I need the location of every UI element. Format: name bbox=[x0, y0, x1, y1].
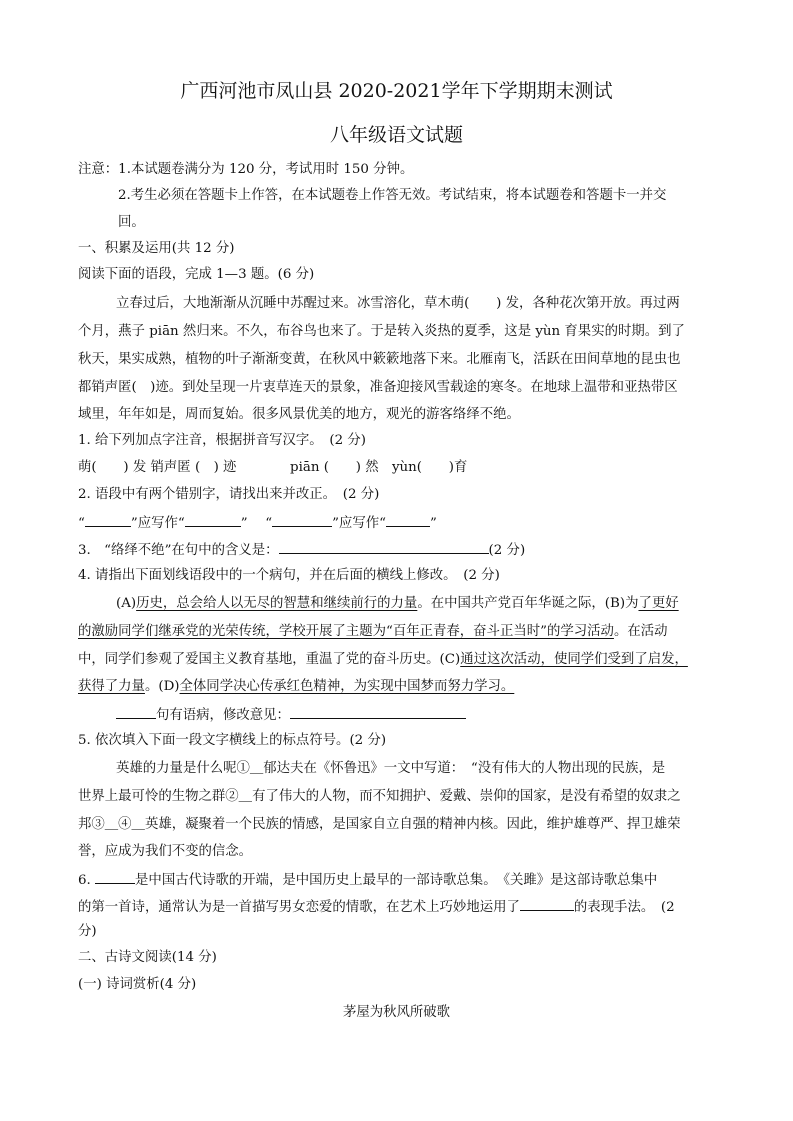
question-1: 1. 给下列加点字注音，根据拼音写汉字。 (2 分) bbox=[78, 433, 366, 448]
blank[interactable] bbox=[95, 869, 135, 884]
underlined-sentence-c: 通过这次活动，使同学们受到了启发， bbox=[460, 652, 688, 667]
question-3-score: (2 分) bbox=[488, 543, 526, 558]
blank[interactable] bbox=[272, 512, 332, 527]
q4-passage-line-2: 的激励同学们继承党的光荣传统，学校开展了主题为“百年正青春，奋斗正当时”的学习活动。在活动 bbox=[78, 624, 668, 639]
question-6-line-1: 6. 是中国古代诗歌的开端，是中国历史上最早的一部诗歌总集。 《关雎》是这部诗歌总集中 bbox=[78, 869, 657, 891]
section-1-heading: 一、积累及运用(共 12 分) bbox=[78, 241, 235, 256]
q4-passage-line-3: 中，同学们参观了爱国主义教育基地，重温了党的奋斗历史。(C)通过这次活动，使同学们受到了启发， bbox=[78, 652, 688, 667]
passage-line-2: 个月，燕子 piān 然归来。不久，布谷鸟也来了。于是转入炎热的夏季，这是 yùn 育果实的时期。到了 bbox=[78, 324, 685, 339]
blank[interactable] bbox=[520, 896, 574, 911]
passage-line-4: 都销声匿( )迹。到处呈现一片衷草连天的景象，准备迎接风雪载途的寒冬。在地球上温带和亚热带区 bbox=[78, 380, 678, 395]
question-3 bbox=[78, 539, 525, 561]
question-4-answer bbox=[116, 704, 466, 726]
question-1-items: 萌( ) 发 销声匿 ( ) 迹 piān ( ) 然 yùn( )育 bbox=[78, 460, 468, 475]
underlined-sentence-b-cont: 的激励同学们继承党的光荣传统，学校开展了主题为“百年正青春，奋斗正当时”的学习活动 bbox=[78, 624, 614, 639]
answer-blank[interactable] bbox=[279, 539, 489, 554]
underlined-sentence-b: 了更好 bbox=[638, 596, 679, 611]
q4-passage-line-1: (A)历史，总会给人以无尽的智慧和继续前行的力量。在中国共产党百年华诞之际，(B)为了更好 bbox=[116, 596, 679, 611]
section-2-heading: 二、古诗文阅读(14 分) bbox=[78, 950, 217, 965]
blank[interactable] bbox=[185, 512, 241, 527]
reading-intro: 阅读下面的语段，完成 1—3 题。(6 分) bbox=[78, 267, 315, 282]
q5-passage-line-2: 世界上最可怜的生物之群②＿有了伟大的人物，而不知拥护、爱戴、崇仰的国家，是没有希望的奴隶之 bbox=[78, 789, 681, 804]
passage-line-5: 域里，年年如是，周而复始。很多风景优美的地方，观光的游客络绎不绝。 bbox=[78, 407, 520, 422]
q5-passage-line-4: 誉，应成为我们不变的信念。 bbox=[78, 844, 253, 859]
answer-label: 句有语病，修改意见： bbox=[156, 708, 290, 723]
blank[interactable] bbox=[85, 512, 131, 527]
exam-title: 广西河池市凤山县 2020-2021学年下学期期末测试 bbox=[180, 80, 613, 102]
q5-passage-line-1: 英雄的力量是什么呢①＿郁达夫在《怀鲁迅》一文中写道： “没有伟大的人物出现的民族，是 bbox=[116, 761, 666, 776]
q4-passage-line-4: 获得了力量。(D)全体同学决心传承红色精神，为实现中国梦而努力学习。 bbox=[78, 679, 515, 694]
should-write-label: 应写作 bbox=[137, 516, 178, 531]
notice-line-2: 2.考生必须在答题卡上作答，在本试题卷上作答无效。考试结束，将本试题卷和答题卡一并交 bbox=[118, 188, 667, 203]
notice-line-2-cont: 回。 bbox=[118, 215, 145, 230]
subsection-heading: (一) 诗词赏析(4 分) bbox=[78, 977, 197, 992]
question-5: 5. 依次填入下面一段文字横线上的标点符号。(2 分) bbox=[78, 733, 387, 748]
question-2: 2. 语段中有两个错别字，请找出来并改正。 (2 分) bbox=[78, 487, 380, 502]
q5-passage-line-3: 邦③＿④＿英雄，凝聚着一个民族的情感，是国家自立自强的精神内核。因此，维护雄尊严、捍卫雄荣 bbox=[78, 817, 681, 832]
passage-line-3: 秋天，果实成熟，植物的叶子渐渐变黄，在秋风中簌簌地落下来。北雁南飞，活跃在田间草地的昆虫也 bbox=[78, 352, 681, 367]
sentence-blank[interactable] bbox=[116, 704, 156, 719]
question-6-line-2: 的第一首诗，通常认为是一首描写男女恋爱的情歌，在艺术上巧妙地运用了 的表现手法。 (2 bbox=[78, 896, 675, 918]
passage-line-1: 立春过后，大地渐渐从沉睡中苏醒过来。冰雪溶化，草木萌( ) 发，各种花次第开放。再过两 bbox=[116, 296, 680, 311]
blank[interactable] bbox=[386, 512, 430, 527]
poem-title: 茅屋为秋风所破歌 bbox=[342, 1005, 451, 1020]
underlined-sentence-c-cont: 获得了力量 bbox=[78, 679, 145, 694]
notice-line-1: 注意：1.本试题卷满分为 120 分，考试用时 150 分钟。 bbox=[78, 162, 414, 177]
revision-blank[interactable] bbox=[290, 704, 466, 719]
underlined-sentence-a: 历史，总会给人以无尽的智慧和继续前行的力量 bbox=[136, 596, 418, 611]
question-2-answer-line: “ ”应写作“ ” “ ”应写作“ ” bbox=[78, 512, 437, 534]
question-6-line-3: 分) bbox=[78, 924, 97, 939]
underlined-sentence-d: 全体同学决心传承红色精神，为实现中国梦而努力学习。 bbox=[179, 679, 515, 694]
exam-subtitle: 八年级语文试题 bbox=[329, 124, 463, 146]
question-4: 4. 请指出下面划线语段中的一个病句，并在后面的横线上修改。 (2 分) bbox=[78, 568, 500, 583]
question-3-label: 3. “络绎不绝”在句中的含义是： bbox=[78, 543, 279, 558]
should-write-label: 应写作 bbox=[338, 516, 380, 531]
